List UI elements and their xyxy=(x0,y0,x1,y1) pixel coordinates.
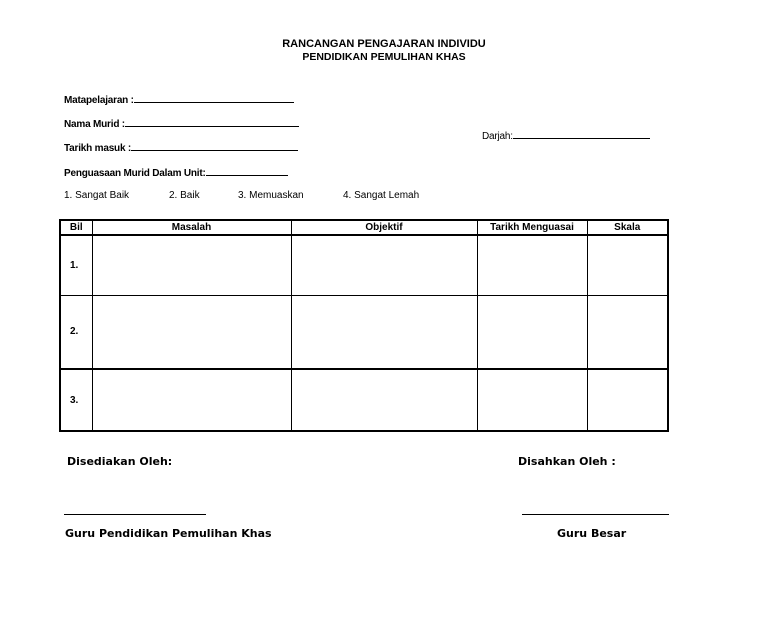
tarikh-menguasai-cell[interactable] xyxy=(477,235,587,295)
tarikh-masuk-line xyxy=(131,141,298,151)
masalah-cell[interactable] xyxy=(92,369,291,431)
penguasaan-field[interactable] xyxy=(64,166,288,179)
scale-option-3: 3. Memuaskan xyxy=(238,190,304,201)
tarikh-menguasai-cell[interactable] xyxy=(477,295,587,369)
scale-option-2: 2. Baik xyxy=(169,190,200,201)
approved-signature-line[interactable] xyxy=(522,514,669,515)
penguasaan-label: Penguasaan Murid Dalam Unit: xyxy=(64,168,206,179)
matapelajaran-field[interactable] xyxy=(64,93,294,106)
table-row xyxy=(60,235,668,295)
header-skala: Skala xyxy=(587,220,668,235)
objektif-cell[interactable] xyxy=(291,235,477,295)
skala-cell[interactable] xyxy=(587,235,668,295)
approved-role-label: Guru Besar xyxy=(557,527,627,540)
document-subtitle: PENDIDIKAN PEMULIHAN KHAS xyxy=(302,51,466,63)
plan-table xyxy=(59,219,669,432)
header-bil: Bil xyxy=(60,220,92,235)
scale-option-1: 1. Sangat Baik xyxy=(64,190,130,201)
objektif-cell[interactable] xyxy=(291,369,477,431)
approved-by-label: Disahkan Oleh : xyxy=(518,455,616,468)
row-number: 3. xyxy=(60,369,92,431)
nama-murid-label: Nama Murid : xyxy=(64,119,125,130)
darjah-field[interactable] xyxy=(482,129,650,142)
table-header-row xyxy=(60,220,668,235)
prepared-by-label: Disediakan Oleh: xyxy=(67,455,173,468)
table-row xyxy=(60,295,668,369)
header-objektif: Objektif xyxy=(291,220,477,235)
masalah-cell[interactable] xyxy=(92,295,291,369)
row-number: 1. xyxy=(60,235,92,295)
header-tarikh-menguasai: Tarikh Menguasai xyxy=(477,220,587,235)
penguasaan-line xyxy=(206,166,288,176)
scale-option-4: 4. Sangat Lemah xyxy=(343,190,420,201)
prepared-signature-line[interactable] xyxy=(64,514,206,515)
prepared-role-label: Guru Pendidikan Pemulihan Khas xyxy=(65,527,272,540)
matapelajaran-label: Matapelajaran : xyxy=(64,95,134,106)
masalah-cell[interactable] xyxy=(92,235,291,295)
darjah-line xyxy=(513,129,650,139)
row-number: 2. xyxy=(60,295,92,369)
nama-murid-line xyxy=(125,117,299,127)
tarikh-masuk-label: Tarikh masuk : xyxy=(64,143,132,154)
objektif-cell[interactable] xyxy=(291,295,477,369)
nama-murid-field[interactable] xyxy=(64,117,299,130)
skala-cell[interactable] xyxy=(587,295,668,369)
tarikh-menguasai-cell[interactable] xyxy=(477,369,587,431)
document-title: RANCANGAN PENGAJARAN INDIVIDU xyxy=(282,38,486,50)
matapelajaran-line xyxy=(134,93,294,103)
darjah-label: Darjah: xyxy=(482,131,513,142)
skala-cell[interactable] xyxy=(587,369,668,431)
tarikh-masuk-field[interactable] xyxy=(64,141,298,154)
header-masalah: Masalah xyxy=(92,220,291,235)
table-row xyxy=(60,369,668,431)
